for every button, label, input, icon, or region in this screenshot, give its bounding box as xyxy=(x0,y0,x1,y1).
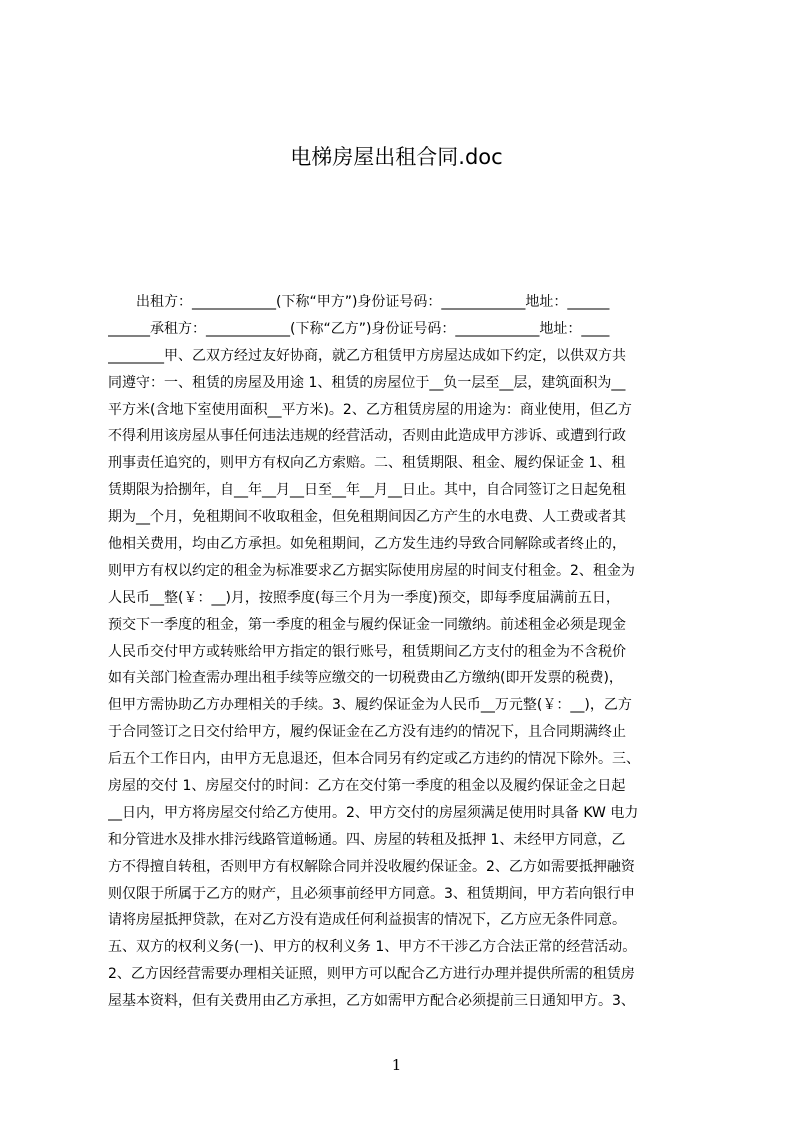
body-text-line: 屋基本资料，但有关费用由乙方承担，乙方如需甲方配合必须提前三日通知甲方。3、 xyxy=(108,993,635,1010)
document-body xyxy=(108,289,698,1015)
body-text-line: 平方米(含地下室使用面积__平方米)。2、乙方租赁房屋的用途为：商业使用，但乙方 xyxy=(108,401,632,418)
body-text-line: 五、双方的权利义务(一)、甲方的权利义务 1、甲方不干涉乙方合法正常的经营活动。 xyxy=(108,939,637,956)
body-text-line: 同遵守：一、租赁的房屋及用途 1、租赁的房屋位于__负一层至__层，建筑面积为__ xyxy=(108,374,626,391)
body-text-line: 则甲方有权以约定的租金为标准要求乙方据实际使用房屋的时间支付租金。2、租金为 xyxy=(108,562,635,579)
body-text-line: ______承租方：____________(下称“乙方”)身份证号码：____________地址：____ xyxy=(108,320,610,337)
body-text-line: 出租方：____________(下称“甲方”)身份证号码：____________地址：______ xyxy=(108,294,610,310)
body-text-line: 期为__个月，免租期间不收取租金，但免租期间因乙方产生的水电费、人工费或者其 xyxy=(108,509,626,526)
body-text-line: 方不得擅自转租，否则甲方有权解除合同并没收履约保证金。2、乙方如需要抵押融资 xyxy=(108,858,635,875)
body-text-line: 则仅限于所属于乙方的财产，且必须事前经甲方同意。3、租赁期间，甲方若向银行申 xyxy=(108,885,635,902)
body-text-line: 他相关费用，均由乙方承担。如免租期间，乙方发生违约导致合同解除或者终止的， xyxy=(108,536,626,553)
body-text-line: 不得利用该房屋从事任何违法违规的经营活动，否则由此造成甲方涉诉、或遭到行政 xyxy=(108,428,626,445)
body-text-line: 人民币__整(￥：__)月，按照季度(每三个月为一季度)预交，即每季度届满前五日， xyxy=(108,589,620,606)
page-number: 1 xyxy=(391,1056,402,1074)
body-text-line: 预交下一季度的租金，第一季度的租金与履约保证金一同缴纳。前述租金必须是现金 xyxy=(108,616,626,633)
body-text-line: 房屋的交付 1、房屋交付的时间：乙方在交付第一季度的租金以及履约保证金之日起 xyxy=(108,778,626,795)
body-text-line: 如有关部门检查需办理出租手续等应缴交的一切税费由乙方缴纳(即开发票的税费)， xyxy=(108,670,623,687)
body-text-line: 人民币交付甲方或转账给甲方指定的银行账号，租赁期间乙方支付的租金为不含税价 xyxy=(108,643,626,660)
body-text-line: 刑事责任追究的，则甲方有权向乙方索赔。二、租赁期限、租金、履约保证金 1、租 xyxy=(108,455,626,472)
body-text-line: __日内，甲方将房屋交付给乙方使用。2、甲方交付的房屋须满足使用时具备 KW 电力 xyxy=(108,804,639,821)
body-text-line: 和分管进水及排水排污线路管道畅通。四、房屋的转租及抵押 1、未经甲方同意，乙 xyxy=(108,831,626,848)
body-text-line: 赁期限为拾捌年，自__年__月__日至__年__月__日止。其中，自合同签订之日起免租 xyxy=(108,482,626,499)
body-text-line: 2、乙方因经营需要办理相关证照，则甲方可以配合乙方进行办理并提供所需的租赁房 xyxy=(108,966,635,983)
document-title: 电梯房屋出租合同.doc xyxy=(290,145,503,169)
body-text-line: 后五个工作日内，由甲方无息退还，但本合同另有约定或乙方违约的情况下除外。三、 xyxy=(108,751,640,768)
body-text-line: 但甲方需协助乙方办理相关的手续。3、履约保证金为人民币__万元整(￥：__)，乙方 xyxy=(108,697,632,714)
body-text-line: ________甲、乙双方经过友好协商，就乙方租赁甲方房屋达成如下约定，以供双方共 xyxy=(108,347,626,364)
body-text-line: 于合同签订之日交付给甲方，履约保证金在乙方没有违约的情况下，且合同期满终止 xyxy=(108,724,626,741)
body-text-line: 请将房屋抵押贷款，在对乙方没有造成任何利益损害的情况下，乙方应无条件同意。 xyxy=(108,912,626,929)
